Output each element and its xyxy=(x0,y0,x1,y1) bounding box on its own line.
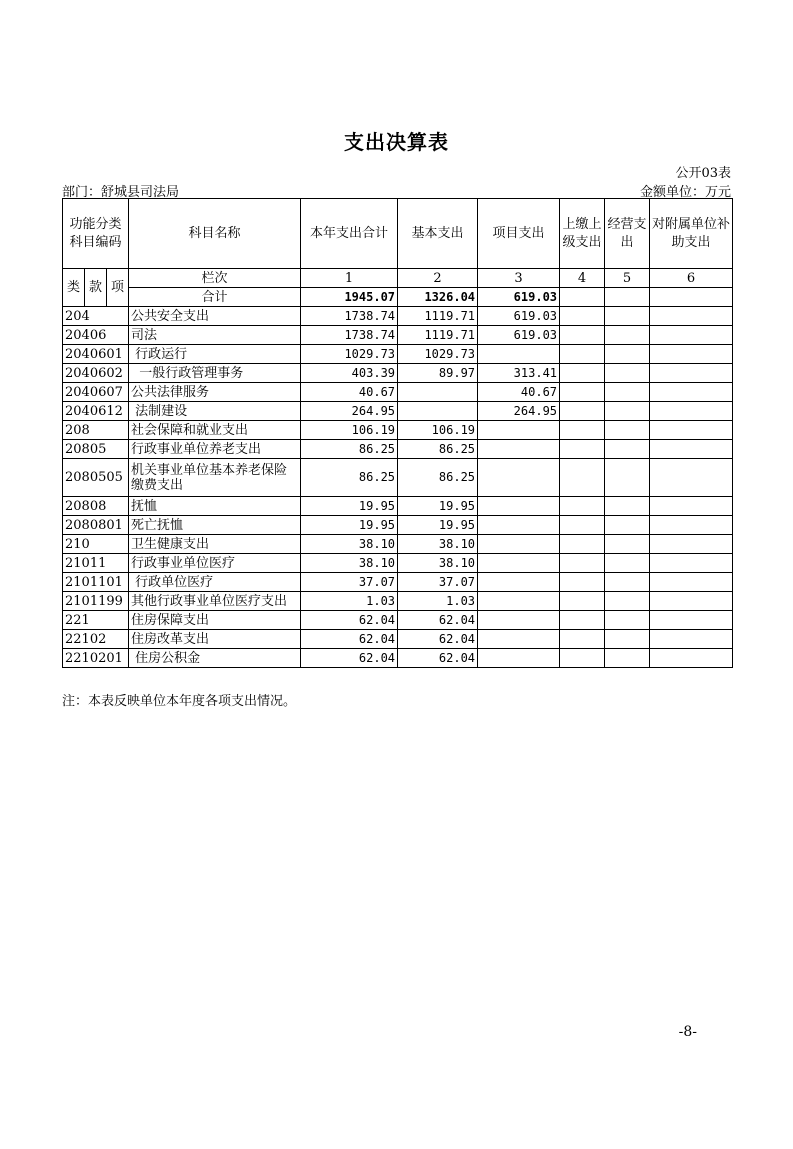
header-project: 项目支出 xyxy=(478,199,560,269)
row-total: 1029.73 xyxy=(301,345,398,364)
empty-cell xyxy=(560,440,605,459)
empty-cell xyxy=(605,459,650,497)
col-index-3: 3 xyxy=(478,269,560,288)
row-total: 1.03 xyxy=(301,592,398,611)
row-code: 2210201 xyxy=(63,649,129,668)
row-project: 619.03 xyxy=(478,326,560,345)
empty-cell xyxy=(605,421,650,440)
row-total: 38.10 xyxy=(301,554,398,573)
row-basic: 1119.71 xyxy=(398,326,478,345)
empty-cell xyxy=(650,345,733,364)
row-project: 619.03 xyxy=(478,307,560,326)
row-total: 62.04 xyxy=(301,630,398,649)
row-project xyxy=(478,459,560,497)
empty-cell xyxy=(605,402,650,421)
empty-cell xyxy=(650,592,733,611)
empty-cell xyxy=(650,307,733,326)
col-index-1: 1 xyxy=(301,269,398,288)
row-name: 机关事业单位基本养老保险缴费支出 xyxy=(129,459,301,497)
form-number: 公开03表 xyxy=(675,166,731,181)
row-code: 2101199 xyxy=(63,592,129,611)
row-basic: 86.25 xyxy=(398,459,478,497)
empty-cell xyxy=(560,630,605,649)
empty-cell xyxy=(605,440,650,459)
row-total: 62.04 xyxy=(301,649,398,668)
empty-cell xyxy=(560,573,605,592)
row-basic: 62.04 xyxy=(398,630,478,649)
row-project xyxy=(478,611,560,630)
empty-cell xyxy=(650,554,733,573)
empty-cell xyxy=(605,307,650,326)
table-row xyxy=(63,497,733,516)
table-row xyxy=(63,345,733,364)
empty-cell xyxy=(560,554,605,573)
row-name: 社会保障和就业支出 xyxy=(129,421,301,440)
empty-cell xyxy=(650,440,733,459)
table-row xyxy=(63,554,733,573)
empty-cell xyxy=(560,649,605,668)
header-kuan: 款 xyxy=(85,269,107,307)
row-name: 行政单位医疗 xyxy=(129,573,301,592)
page-title: 支出决算表 xyxy=(344,130,449,154)
header-name: 科目名称 xyxy=(129,199,301,269)
header-lei: 类 xyxy=(63,269,85,307)
row-code: 20808 xyxy=(63,497,129,516)
empty-cell xyxy=(560,592,605,611)
row-basic: 37.07 xyxy=(398,573,478,592)
department-label: 部门：舒城县司法局 xyxy=(62,185,180,200)
row-code: 22102 xyxy=(63,630,129,649)
row-total: 1738.74 xyxy=(301,326,398,345)
empty-cell xyxy=(650,497,733,516)
empty-cell xyxy=(560,345,605,364)
row-total: 403.39 xyxy=(301,364,398,383)
empty-cell xyxy=(650,326,733,345)
row-basic: 106.19 xyxy=(398,421,478,440)
row-code: 21011 xyxy=(63,554,129,573)
row-project: 313.41 xyxy=(478,364,560,383)
total-row xyxy=(63,288,733,307)
table-row xyxy=(63,630,733,649)
empty-cell xyxy=(605,554,650,573)
row-basic xyxy=(398,402,478,421)
table-row xyxy=(63,516,733,535)
empty-cell xyxy=(560,383,605,402)
row-code: 221 xyxy=(63,611,129,630)
header-basic: 基本支出 xyxy=(398,199,478,269)
empty-cell xyxy=(650,402,733,421)
amount-unit-label: 金额单位：万元 xyxy=(639,185,731,200)
table-row xyxy=(63,402,733,421)
row-code: 208 xyxy=(63,421,129,440)
table-row xyxy=(63,649,733,668)
row-name: 住房改革支出 xyxy=(129,630,301,649)
row-project xyxy=(478,592,560,611)
empty-cell xyxy=(605,592,650,611)
header-xiang: 项 xyxy=(107,269,129,307)
table-row xyxy=(63,459,733,497)
row-code: 20805 xyxy=(63,440,129,459)
header-row xyxy=(63,199,733,269)
row-project xyxy=(478,345,560,364)
row-project xyxy=(478,573,560,592)
empty-cell xyxy=(605,649,650,668)
table-row xyxy=(63,440,733,459)
row-basic: 62.04 xyxy=(398,649,478,668)
empty-cell xyxy=(650,364,733,383)
row-name: 行政事业单位养老支出 xyxy=(129,440,301,459)
row-code: 2080801 xyxy=(63,516,129,535)
row-total: 62.04 xyxy=(301,611,398,630)
row-name: 抚恤 xyxy=(129,497,301,516)
empty-cell xyxy=(605,611,650,630)
empty-cell xyxy=(605,630,650,649)
header-upper: 上缴上级支出 xyxy=(560,199,605,269)
empty-cell xyxy=(605,364,650,383)
row-basic: 19.95 xyxy=(398,516,478,535)
col-index-4: 4 xyxy=(560,269,605,288)
row-code: 2040607 xyxy=(63,383,129,402)
header-lanci: 栏次 xyxy=(129,269,301,288)
row-project xyxy=(478,440,560,459)
row-code: 210 xyxy=(63,535,129,554)
table-row xyxy=(63,326,733,345)
row-basic: 1029.73 xyxy=(398,345,478,364)
row-project xyxy=(478,497,560,516)
row-total: 1738.74 xyxy=(301,307,398,326)
row-total: 19.95 xyxy=(301,497,398,516)
row-basic: 19.95 xyxy=(398,497,478,516)
row-name: 住房公积金 xyxy=(129,649,301,668)
row-name: 行政运行 xyxy=(129,345,301,364)
row-total: 38.10 xyxy=(301,535,398,554)
row-code: 2040612 xyxy=(63,402,129,421)
empty-cell xyxy=(605,516,650,535)
empty-cell xyxy=(560,364,605,383)
row-total: 86.25 xyxy=(301,459,398,497)
row-code: 2040601 xyxy=(63,345,129,364)
col-index-5: 5 xyxy=(605,269,650,288)
row-code: 2040602 xyxy=(63,364,129,383)
table-row xyxy=(63,364,733,383)
row-project xyxy=(478,630,560,649)
header-subsidy: 对附属单位补助支出 xyxy=(650,199,733,269)
table-row xyxy=(63,383,733,402)
row-name: 卫生健康支出 xyxy=(129,535,301,554)
empty-cell xyxy=(560,459,605,497)
row-basic: 89.97 xyxy=(398,364,478,383)
row-name: 公共安全支出 xyxy=(129,307,301,326)
row-basic: 38.10 xyxy=(398,554,478,573)
row-project xyxy=(478,516,560,535)
empty-cell xyxy=(650,459,733,497)
row-total: 19.95 xyxy=(301,516,398,535)
col-index-2: 2 xyxy=(398,269,478,288)
header-business: 经营支出 xyxy=(605,199,650,269)
row-project xyxy=(478,554,560,573)
row-basic xyxy=(398,383,478,402)
empty-cell xyxy=(650,383,733,402)
row-name: 司法 xyxy=(129,326,301,345)
row-project: 264.95 xyxy=(478,402,560,421)
row-name: 住房保障支出 xyxy=(129,611,301,630)
row-name: 一般行政管理事务 xyxy=(129,364,301,383)
row-basic: 62.04 xyxy=(398,611,478,630)
row-basic: 86.25 xyxy=(398,440,478,459)
empty-cell xyxy=(605,345,650,364)
row-project xyxy=(478,421,560,440)
table-row xyxy=(63,592,733,611)
row-total: 37.07 xyxy=(301,573,398,592)
row-name: 死亡抚恤 xyxy=(129,516,301,535)
table-row xyxy=(63,573,733,592)
row-project: 40.67 xyxy=(478,383,560,402)
row-name: 公共法律服务 xyxy=(129,383,301,402)
row-basic: 1119.71 xyxy=(398,307,478,326)
row-total: 86.25 xyxy=(301,440,398,459)
row-code: 2080505 xyxy=(63,459,129,497)
row-code: 2101101 xyxy=(63,573,129,592)
empty-cell xyxy=(605,383,650,402)
empty-cell xyxy=(650,516,733,535)
table-row xyxy=(63,421,733,440)
empty-cell xyxy=(560,497,605,516)
empty-cell xyxy=(650,649,733,668)
row-name: 其他行政事业单位医疗支出 xyxy=(129,592,301,611)
col-index-6: 6 xyxy=(650,269,733,288)
row-code: 204 xyxy=(63,307,129,326)
column-index-row xyxy=(63,269,733,288)
empty-cell xyxy=(605,535,650,554)
empty-cell xyxy=(650,573,733,592)
row-basic: 38.10 xyxy=(398,535,478,554)
empty-cell xyxy=(605,573,650,592)
empty-cell xyxy=(560,326,605,345)
table-row xyxy=(63,535,733,554)
table-row xyxy=(63,307,733,326)
expenditure-table xyxy=(62,198,733,668)
total-basic: 1326.04 xyxy=(398,288,478,307)
empty-cell xyxy=(560,307,605,326)
total-label: 合计 xyxy=(129,288,301,307)
row-code: 20406 xyxy=(63,326,129,345)
total-amount: 1945.07 xyxy=(301,288,398,307)
empty-cell xyxy=(560,516,605,535)
empty-cell xyxy=(650,421,733,440)
header-code: 功能分类科目编码 xyxy=(63,199,129,269)
empty-cell xyxy=(560,421,605,440)
total-project: 619.03 xyxy=(478,288,560,307)
empty-cell xyxy=(560,535,605,554)
row-basic: 1.03 xyxy=(398,592,478,611)
empty-cell xyxy=(650,630,733,649)
header-total: 本年支出合计 xyxy=(301,199,398,269)
empty-cell xyxy=(650,611,733,630)
table-row xyxy=(63,611,733,630)
row-project xyxy=(478,535,560,554)
row-total: 40.67 xyxy=(301,383,398,402)
row-project xyxy=(478,649,560,668)
row-total: 264.95 xyxy=(301,402,398,421)
empty-cell xyxy=(605,326,650,345)
row-name: 行政事业单位医疗 xyxy=(129,554,301,573)
empty-cell xyxy=(560,611,605,630)
row-total: 106.19 xyxy=(301,421,398,440)
empty-cell xyxy=(650,535,733,554)
row-name: 法制建设 xyxy=(129,402,301,421)
table-note: 注：本表反映单位本年度各项支出情况。 xyxy=(62,694,297,709)
empty-cell xyxy=(560,402,605,421)
page-number: -8- xyxy=(678,1024,697,1040)
empty-cell xyxy=(605,497,650,516)
